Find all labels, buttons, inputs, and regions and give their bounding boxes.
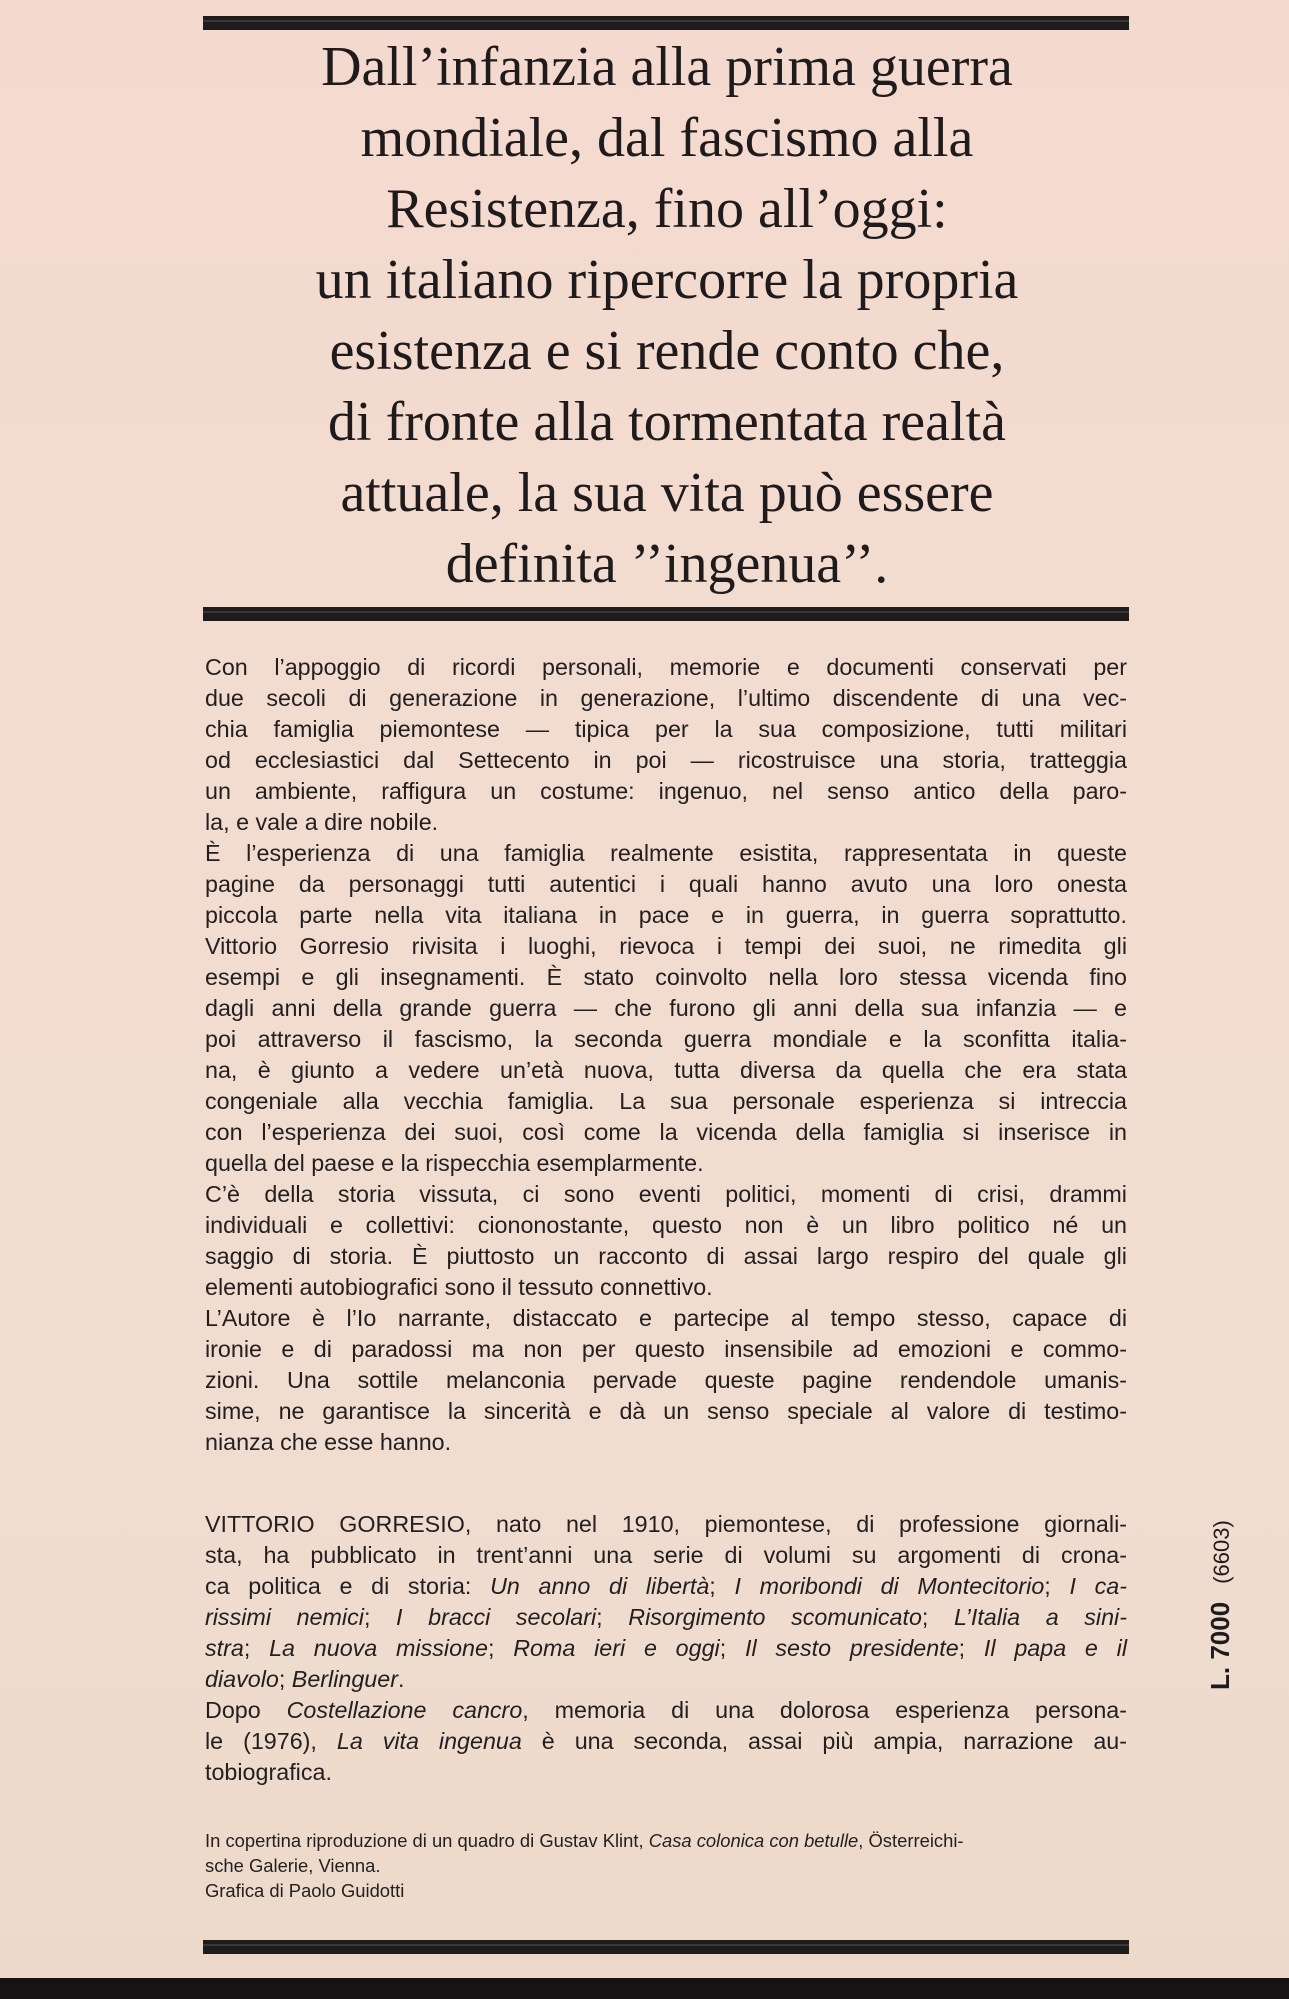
credits-line — [205, 1828, 1127, 1853]
price-value: L. 7000 — [1205, 1601, 1235, 1690]
blurb-line: L’Autore è l’Io narrante, distaccato e partecipe al tempo stesso, capace di — [205, 1305, 1127, 1331]
credits-line: Grafica di Paolo Guidotti — [205, 1880, 405, 1901]
blurb-line: sime, ne garantisce la sincerità e dà un senso speciale al valore di testimo- — [205, 1398, 1127, 1424]
headline-line: un italiano ripercorre la propria — [315, 249, 1019, 311]
book-title: Risorgimento scomunicato — [628, 1604, 922, 1630]
blurb-line: piccola parte nella vita italiana in pace e in guerra, in guerra soprattutto. — [205, 902, 1127, 928]
bio-line — [205, 1571, 1127, 1602]
bio-text: . — [397, 1666, 405, 1692]
book-title: La nuova missione — [269, 1635, 488, 1661]
bio-line — [205, 1695, 1127, 1726]
blurb — [205, 652, 1127, 1458]
author-bio — [205, 1509, 1127, 1788]
bio-text: ; — [921, 1604, 955, 1630]
blurb-line: od ecclesiastici dal Settecento in poi — ricostruisce una storia, tratteggia — [205, 747, 1127, 773]
bio-line — [205, 1602, 1127, 1633]
headline-line: mondiale, dal fascismo alla — [360, 107, 974, 169]
book-title: I ca- — [1069, 1573, 1127, 1599]
bio-text: ; — [243, 1635, 270, 1661]
blurb-line: C’è della storia vissuta, ci sono eventi politici, momenti di crisi, drammi — [205, 1181, 1127, 1207]
headline-line: esistenza e si rende conto che, — [329, 320, 1005, 382]
bio-line: tobiografica. — [205, 1759, 332, 1785]
book-title: L’Italia a sini- — [954, 1604, 1127, 1630]
blurb-line: dagli anni della grande guerra — che furono gli anni della sua infanzia — e — [205, 995, 1127, 1021]
book-title: Il papa e il — [983, 1635, 1127, 1661]
bio-line: VITTORIO GORRESIO, nato nel 1910, piemontese, di professione giornali- — [205, 1511, 1127, 1537]
credits-text: In copertina riproduzione di un quadro di Gustav Klint, — [205, 1830, 649, 1851]
book-title: I bracci secolari — [396, 1604, 597, 1630]
headline-line: definita ’’ingenua’’. — [445, 533, 889, 595]
blurb-line: pagine da personaggi tutti autentici i quali hanno avuto una loro onesta — [205, 871, 1127, 897]
book-title: I moribondi di Montecitorio — [734, 1573, 1045, 1599]
blurb-line: ironie e di paradossi ma non per questo insensibile ad emozioni e commo- — [205, 1336, 1127, 1362]
blurb-line: elementi autobiografici sono il tessuto connettivo. — [205, 1274, 713, 1300]
bio-text: ; — [596, 1604, 629, 1630]
blurb-line: un ambiente, raffigura un costume: ingenuo, nel senso antico della paro- — [205, 778, 1127, 804]
bio-text: ; — [363, 1604, 397, 1630]
bottom-rule — [203, 1940, 1129, 1954]
bio-text: ; — [487, 1635, 514, 1661]
cover-credits — [205, 1828, 1127, 1903]
blurb-line: nianza che esse hanno. — [205, 1429, 452, 1455]
blurb-line: con l’esperienza dei suoi, così come la vicenda della famiglia si inserisce in — [205, 1119, 1127, 1145]
blurb-line: individuali e collettivi: ciononostante, questo non è un libro politico né un — [205, 1212, 1127, 1238]
bio-line — [205, 1664, 1127, 1695]
blurb-line: chia famiglia piemontese — tipica per la sua composizione, tutti militari — [205, 716, 1127, 742]
headline — [200, 32, 1134, 600]
bio-text: ; — [1044, 1573, 1070, 1599]
blurb-line: la, e vale a dire nobile. — [205, 809, 439, 835]
bio-line — [205, 1726, 1127, 1757]
middle-rule — [203, 607, 1129, 621]
blurb-line: zioni. Una sottile melanconia pervade queste pagine rendendole umanis- — [205, 1367, 1127, 1393]
scan-edge — [0, 1978, 1289, 1999]
bio-text: Dopo — [205, 1697, 287, 1723]
blurb-line: quella del paese e la rispecchia esemplarmente. — [205, 1150, 704, 1176]
blurb-line: esempi e gli insegnamenti. È stato coinvolto nella loro stessa vicenda fino — [205, 964, 1127, 990]
blurb-line: na, è giunto a vedere un’età nuova, tutta diversa da quella che era stata — [205, 1057, 1127, 1083]
price-code: (6603) — [1209, 1520, 1234, 1584]
book-title: stra — [205, 1635, 244, 1661]
book-title: La vita ingenua — [336, 1728, 522, 1754]
bio-text: ; — [278, 1666, 292, 1692]
book-title: rissimi nemici — [205, 1604, 364, 1630]
headline-line: di fronte alla tormentata realtà — [328, 391, 1006, 453]
credits-line: sche Galerie, Vienna. — [205, 1855, 381, 1876]
blurb-line: Vittorio Gorresio rivisita i luoghi, rievoca i tempi dei suoi, ne rimedita gli — [205, 933, 1127, 959]
painting-title: Casa colonica con betulle — [648, 1830, 859, 1851]
bio-text: ; — [958, 1635, 984, 1661]
book-title: diavolo — [205, 1666, 279, 1692]
top-rule — [203, 16, 1129, 30]
book-title: Berlinguer — [291, 1666, 398, 1692]
headline-line: Resistenza, fino all’oggi: — [386, 178, 948, 240]
bio-line — [205, 1633, 1127, 1664]
blurb-line: poi attraverso il fascismo, la seconda guerra mondiale e la sconfitta italia- — [205, 1026, 1127, 1052]
book-title: Un anno di libertà — [490, 1573, 710, 1599]
bio-text: ; — [719, 1635, 745, 1661]
credits-text: , Österreichi- — [858, 1830, 964, 1851]
headline-line: Dall’infanzia alla prima guerra — [321, 36, 1013, 98]
blurb-line: Con l’appoggio di ricordi personali, memorie e documenti conservati per — [205, 654, 1127, 680]
bio-text: ca politica e di storia: — [205, 1573, 491, 1599]
book-title: Il sesto presidente — [744, 1635, 959, 1661]
blurb-line: congeniale alla vecchia famiglia. La sua personale esperienza si intreccia — [205, 1088, 1127, 1114]
bio-text: ; — [709, 1573, 735, 1599]
blurb-line: saggio di storia. È piuttosto un racconto di assai largo respiro del quale gli — [205, 1243, 1127, 1269]
headline-line: attuale, la sua vita può essere — [340, 462, 994, 524]
bio-text: è una seconda, assai più ampia, narrazione au- — [521, 1728, 1128, 1754]
book-title: Roma ieri e oggi — [513, 1635, 720, 1661]
bio-line: sta, ha pubblicato in trent’anni una serie di volumi su argomenti di crona- — [205, 1542, 1127, 1568]
bio-text: le (1976), — [205, 1728, 337, 1754]
blurb-line: due secoli di generazione in generazione, l’ultimo discendente di una vec- — [205, 685, 1127, 711]
book-title: Costellazione cancro — [286, 1697, 523, 1723]
bio-text: , memoria di una dolorosa esperienza persona- — [522, 1697, 1127, 1723]
blurb-line: È l’esperienza di una famiglia realmente esistita, rappresentata in queste — [205, 840, 1127, 866]
